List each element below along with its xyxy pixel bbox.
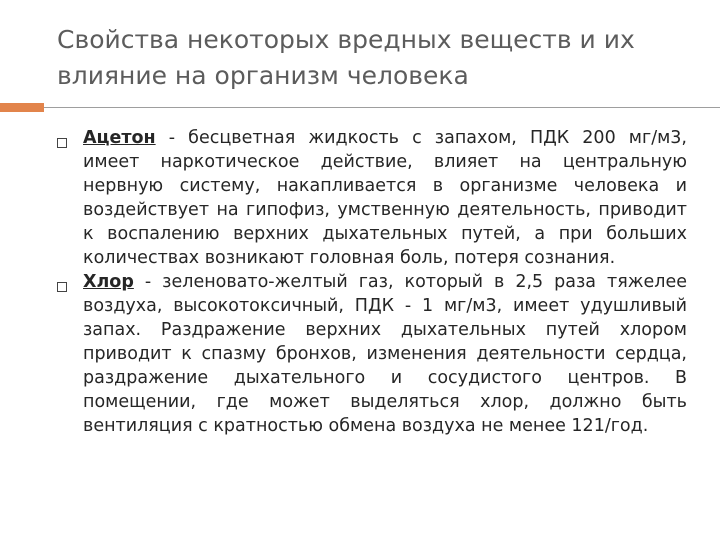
- bullet-description: - бесцветная жидкость с запахом, ПДК 200 мг/м3, имеет наркотическое действие, влияет на центральную нервную систему, накапливается в организме человека и воздействует на гипофиз, умственную деятельность, приводит к воспалению верхних дыхательных путей, а при больших количествах возникают головная боль, потеря сознания.: [83, 128, 687, 268]
- title-line-2: влияние на организм человека: [57, 61, 469, 90]
- slide-title: [57, 22, 677, 94]
- title-accent-bar: [0, 103, 44, 112]
- square-bullet-icon: [57, 282, 67, 292]
- bullet-item-chlorine: [57, 270, 687, 438]
- bullet-text: [83, 270, 687, 438]
- bullet-item-acetone: [57, 126, 687, 270]
- bullet-text: [83, 126, 687, 270]
- title-divider: [44, 107, 720, 108]
- bullet-list: [57, 126, 687, 438]
- bullet-term: Ацетон: [83, 128, 156, 148]
- bullet-description: - зеленовато-желтый газ, который в 2,5 раза тяжелее воздуха, высокотоксичный, ПДК - 1 мг/м3, имеет удушливый запах. Раздражение верхних дыхательных путей хлором приводит к спазму бронхов, изменения деятельности сердца, раздражение дыхательного и сосудистого центров. В помещении, где может выделяться хлор, должно быть вентиляция с кратностью обмена воздуха не менее 121/год.: [83, 272, 687, 436]
- bullet-term: Хлор: [83, 272, 134, 292]
- title-line-1: Свойства некоторых вредных веществ и их: [57, 25, 635, 54]
- square-bullet-icon: [57, 138, 67, 148]
